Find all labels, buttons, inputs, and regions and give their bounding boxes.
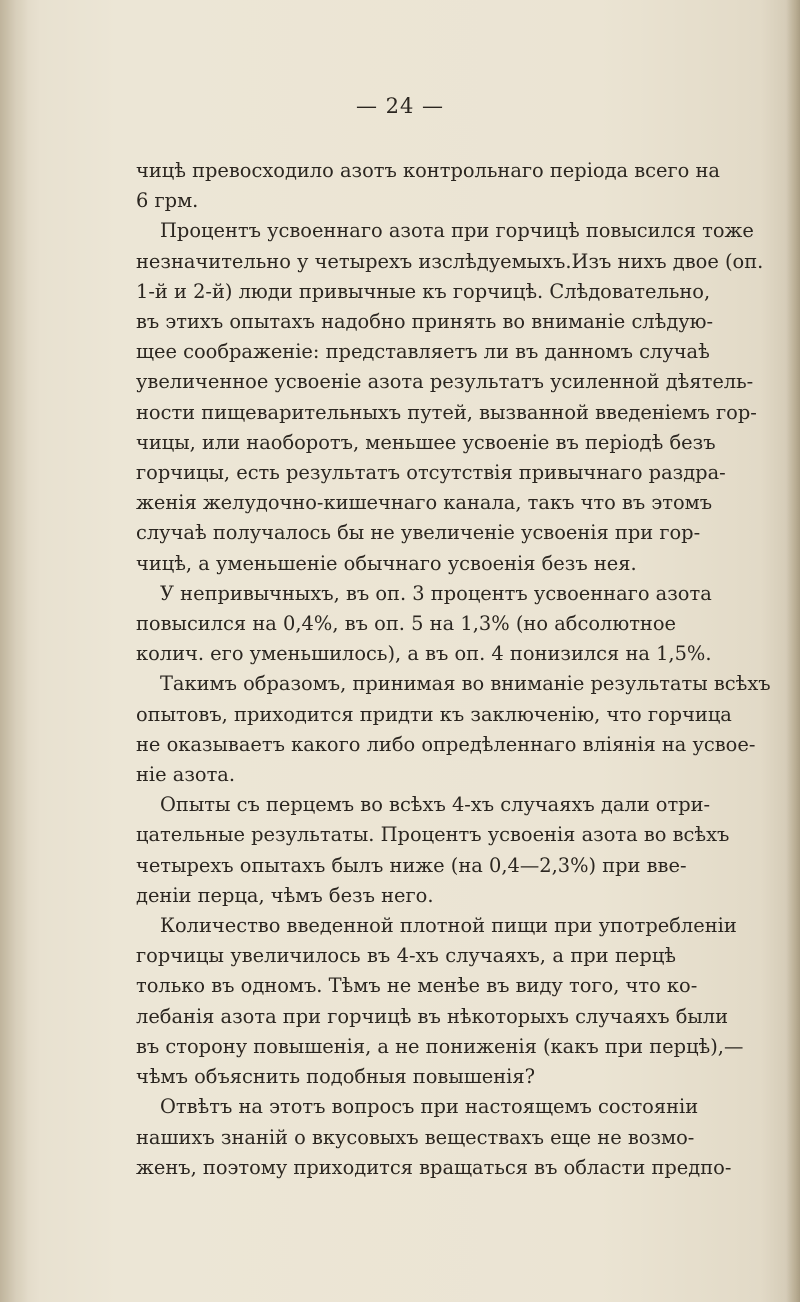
- text-line: лебанія азота при горчицѣ въ нѣкоторыхъ случаяхъ были: [136, 1004, 729, 1028]
- text-line: щее соображеніе: представляетъ ли въ данномъ случаѣ: [136, 340, 710, 364]
- text-line: Опыты съ перцемъ во всѣхъ 4-хъ случаяхъ дали отри-: [160, 793, 711, 817]
- text-line: случаѣ получалось бы не увеличеніе усвоенія при гор-: [136, 521, 701, 545]
- text-line: чѣмъ объяснить подобныя повышенія?: [136, 1065, 536, 1089]
- text-line: четырехъ опытахъ былъ ниже (на 0,4—2,3%) при вве-: [136, 853, 687, 877]
- text-line: Процентъ усвоеннаго азота при горчицѣ повысился тоже: [160, 219, 754, 243]
- text-line: колич. его уменьшилось), а въ оп. 4 понизился на 1,5%.: [136, 642, 712, 666]
- text-line: чицѣ превосходило азотъ контрольнаго періода всего на: [136, 159, 720, 182]
- text-line: горчицы, есть результатъ отсутствія привычнаго раздра-: [136, 461, 726, 485]
- text-line: повысился на 0,4%, въ оп. 5 на 1,3% (но абсолютное: [136, 612, 676, 636]
- text-line: опытовъ, приходится придти къ заключенію, что горчица: [136, 702, 732, 726]
- text-line: 6 грм.: [136, 189, 199, 213]
- text-line: увеличенное усвоеніе азота результатъ усиленной дѣятель-: [136, 370, 754, 394]
- text-line: нашихъ знаній о вкусовыхъ веществахъ еще не возмо-: [136, 1125, 695, 1149]
- text-line: не оказываетъ какого либо опредѣленнаго вліянія на усвое-: [136, 732, 756, 756]
- text-line: деніи перца, чѣмъ безъ него.: [136, 883, 434, 907]
- text-line: горчицы увеличилось въ 4-хъ случаяхъ, а при перцѣ: [136, 944, 676, 968]
- body-text: [136, 156, 771, 1183]
- text-line: чицы, или наоборотъ, меньшее усвоеніе въ періодѣ безъ: [136, 430, 716, 454]
- page-edge-shadow: [786, 0, 800, 1302]
- text-line: чицѣ, а уменьшеніе обычнаго усвоенія безъ нея.: [136, 551, 637, 575]
- text-line: въ этихъ опытахъ надобно принять во вниманіе слѣдую-: [136, 310, 714, 334]
- text-line: ніе азота.: [136, 763, 236, 787]
- text-line: Такимъ образомъ, принимая во вниманіе результаты всѣхъ: [160, 672, 771, 696]
- text-line: женія желудочно-кишечнаго канала, такъ что въ этомъ: [136, 491, 713, 515]
- text-line: незначительно у четырехъ изслѣдуемыхъ.Изъ нихъ двое (оп.: [136, 249, 764, 273]
- text-line: У непривычныхъ, въ оп. 3 процентъ усвоеннаго азота: [160, 581, 712, 605]
- text-line: Отвѣтъ на этотъ вопросъ при настоящемъ состояніи: [160, 1095, 699, 1119]
- page-binding-shadow: [0, 0, 28, 1302]
- text-line: женъ, поэтому приходится вращаться въ области предпо-: [136, 1155, 732, 1179]
- text-line: въ сторону повышенія, а не пониженія (какъ при перцѣ),—: [136, 1034, 744, 1058]
- text-line: ности пищеварительныхъ путей, вызванной введеніемъ гор-: [136, 400, 757, 424]
- text-line: 1-й и 2-й) люди привычные къ горчицѣ. Слѣдовательно,: [136, 279, 711, 303]
- page-number: — 24 —: [355, 94, 445, 118]
- text-line: только въ одномъ. Тѣмъ не менѣе въ виду того, что ко-: [136, 974, 698, 998]
- text-line: цательные результаты. Процентъ усвоенія азота во всѣхъ: [136, 823, 730, 847]
- text-line: Количество введенной плотной пищи при употребленіи: [160, 914, 737, 938]
